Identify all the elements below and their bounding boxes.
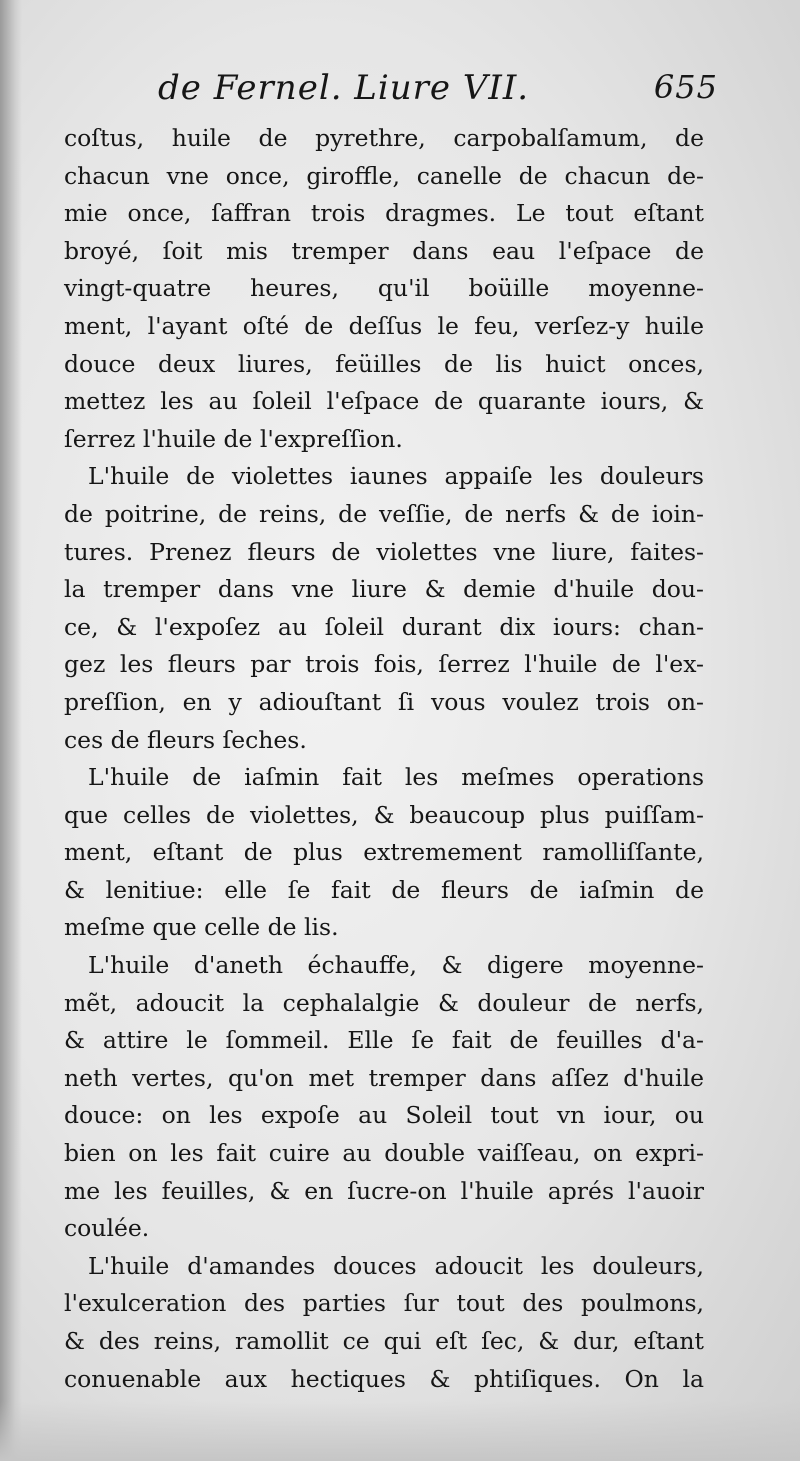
text-line: & lenitiue: elle ſe fait de fleurs de iaſmin de bbox=[64, 875, 704, 904]
text-line: me les feuilles, & en ſucre-on l'huile aprés l'auoir bbox=[64, 1176, 704, 1205]
page-gutter-shadow bbox=[0, 0, 22, 1461]
text-line: ces de fleurs ſeches. bbox=[64, 725, 307, 754]
text-line: coſtus, huile de pyrethre, carpobalſamum, de bbox=[64, 124, 704, 152]
text-line: ſerrez l'huile de l'expreſſion. bbox=[64, 424, 403, 453]
text-line: ment, eſtant de plus extremement ramolliſſante, bbox=[64, 838, 704, 867]
text-line: chacun vne once, giroffle, canelle de chacun de- bbox=[64, 161, 704, 190]
text-line: l'exulceration des parties ſur tout des poulmons, bbox=[64, 1289, 704, 1318]
text-line: tures. Prenez fleurs de violettes vne liure, faites- bbox=[64, 537, 704, 566]
text-line: de poitrine, de reins, de veſſie, de nerfs & de ioin- bbox=[64, 499, 704, 528]
text-line: douce deux liures, feüilles de lis huict onces, bbox=[64, 349, 704, 378]
paragraph-start-line: L'huile de iaſmin fait les meſmes operations bbox=[88, 763, 704, 792]
page-number: 655 bbox=[653, 68, 718, 106]
text-line: la tremper dans vne liure & demie d'huile dou- bbox=[64, 575, 704, 604]
text-line: neth vertes, qu'on met tremper dans aſſez d'huile bbox=[64, 1063, 704, 1092]
text-line: gez les fleurs par trois fois, ſerrez l'huile de l'ex- bbox=[64, 650, 704, 679]
body-text bbox=[64, 120, 704, 1398]
paragraph-start-line: L'huile d'aneth échauffe, & digere moyenne- bbox=[88, 951, 704, 980]
text-line: & attire le ſommeil. Elle ſe fait de feuilles d'a- bbox=[64, 1026, 704, 1055]
page-bottom-shadow bbox=[0, 1401, 800, 1461]
page-header bbox=[158, 68, 718, 116]
text-line: mettez les au ſoleil l'eſpace de quarante iours, & bbox=[64, 387, 704, 416]
text-line: meſme que celle de lis. bbox=[64, 913, 339, 942]
text-line: ment, l'ayant oſté de deſſus le feu, verſez-y huile bbox=[64, 311, 704, 340]
paragraph-start-line: L'huile d'amandes douces adoucit les douleurs, bbox=[88, 1251, 704, 1280]
text-line: & des reins, ramollit ce qui eſt ſec, & dur, eſtant bbox=[64, 1327, 704, 1355]
paragraph-start-line: L'huile de violettes iaunes appaiſe les douleurs bbox=[88, 462, 704, 491]
text-line: que celles de violettes, & beaucoup plus puiſſam- bbox=[64, 800, 704, 829]
text-line: bien on les fait cuire au double vaiſſeau, on expri- bbox=[64, 1139, 704, 1168]
text-line: douce: on les expoſe au Soleil tout vn iour, ou bbox=[64, 1101, 704, 1130]
text-line: preſſion, en y adiouſtant ſi vous voulez trois on- bbox=[64, 687, 704, 716]
text-line: mẽt, adoucit la cephalalgie & douleur de nerfs, bbox=[64, 988, 704, 1017]
running-head: de Fernel. Liure VII. bbox=[158, 68, 530, 108]
text-line: coulée. bbox=[64, 1214, 150, 1243]
text-line: conuenable aux hectiques & phtiſiques. On la bbox=[64, 1364, 704, 1393]
text-line: broyé, ſoit mis tremper dans eau l'eſpace de bbox=[64, 236, 704, 265]
text-line: mie once, ſaffran trois dragmes. Le tout eſtant bbox=[64, 199, 704, 228]
text-line: vingt-quatre heures, qu'il boüille moyenne- bbox=[64, 274, 704, 303]
text-line: ce, & l'expoſez au ſoleil durant dix iours: chan- bbox=[64, 612, 704, 641]
